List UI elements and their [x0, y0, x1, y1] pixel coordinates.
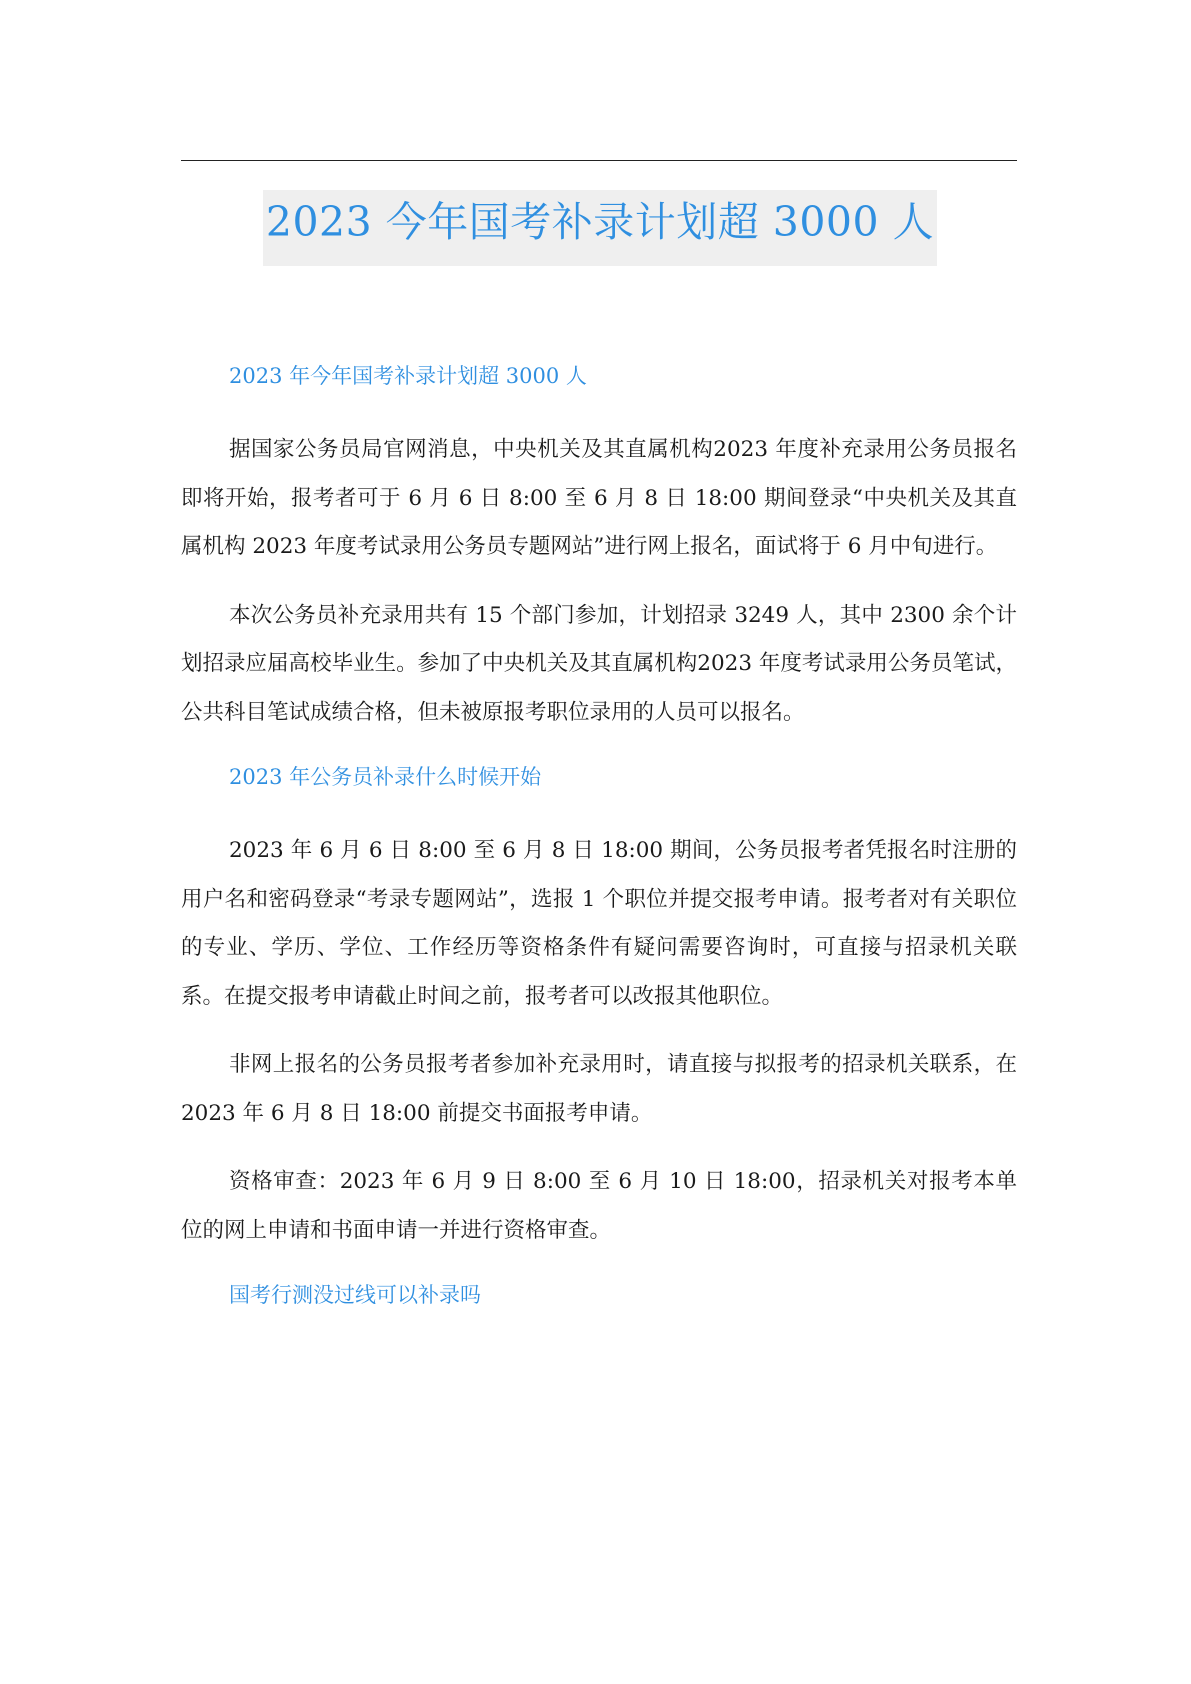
document-body	[181, 356, 1017, 1315]
section-heading: 2023 年公务员补录什么时候开始	[229, 765, 542, 789]
paragraph: 据国家公务员局官网消息，中央机关及其直属机构2023 年度补充录用公务员报名即将开始，报考者可于 6 月 6 日 8:00 至 6 月 8 日 18:00 期间登录“中央机关及其直属机构 2023 年度考试录用公务员专题网站”进行网上报名，面试将于 6 月中旬进行。	[181, 437, 1017, 559]
title-band	[263, 190, 937, 266]
header-rule	[181, 160, 1017, 161]
paragraph: 非网上报名的公务员报考者参加补充录用时，请直接与拟报考的招录机关联系，在 2023 年 6 月 8 日 18:00 前提交书面报考申请。	[181, 1052, 1017, 1126]
paragraph: 资格审查：2023 年 6 月 9 日 8:00 至 6 月 10 日 18:00，招录机关对报考本单位的网上申请和书面申请一并进行资格审查。	[181, 1169, 1017, 1243]
section-heading: 国考行测没过线可以补录吗	[229, 1283, 481, 1307]
paragraph: 本次公务员补充录用共有 15 个部门参加，计划招录 3249 人，其中 2300 余个计划招录应届高校毕业生。参加了中央机关及其直属机构2023 年度考试录用公务员笔试，公共科目笔试成绩合格，但未被原报考职位录用的人员可以报名。	[181, 602, 1017, 725]
paragraph: 2023 年 6 月 6 日 8:00 至 6 月 8 日 18:00 期间，公务员报考者凭报名时注册的用户名和密码登录“考录专题网站”，选报 1 个职位并提交报考申请。报考者对有关职位的专业、学历、学位、工作经历等资格条件有疑问需要咨询时，可直接与招录机关联系。在提交报考申请截止时间之前，报考者可以改报其他职位。	[181, 838, 1017, 1009]
page-title: 2023 今年国考补录计划超 3000 人	[265, 198, 935, 246]
section-heading: 2023 年今年国考补录计划超 3000 人	[229, 364, 587, 388]
